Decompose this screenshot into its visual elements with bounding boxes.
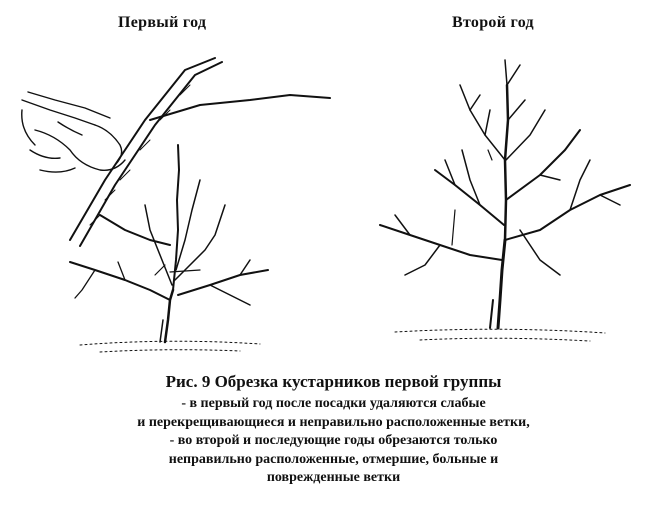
caption-line: - в первый год после посадки удаляются слабые: [181, 396, 486, 411]
pruning-shears-icon: [70, 58, 222, 246]
trunk-right: [498, 240, 505, 328]
caption-line: и перекрещивающиеся и неправильно расположенные ветки,: [137, 414, 530, 430]
caption-line: поврежденные ветки: [266, 470, 401, 485]
figure-caption-title: Рис. 9 Обрезка кустарников первой группы: [165, 372, 502, 391]
ground-left: [80, 341, 260, 352]
ground-right: [395, 329, 605, 341]
caption-line: - во второй и последующие годы обрезаются только: [169, 433, 498, 448]
caption-line: неправильно расположенные, отмершие, больные и: [168, 451, 499, 467]
hand-icon: [22, 92, 125, 172]
second-year-title: Второй год: [452, 14, 534, 31]
figure-caption-body: [0, 395, 667, 488]
pruning-illustration: [0, 40, 667, 370]
second-year-shrub: [380, 60, 630, 341]
first-year-title: Первый год: [118, 14, 207, 31]
